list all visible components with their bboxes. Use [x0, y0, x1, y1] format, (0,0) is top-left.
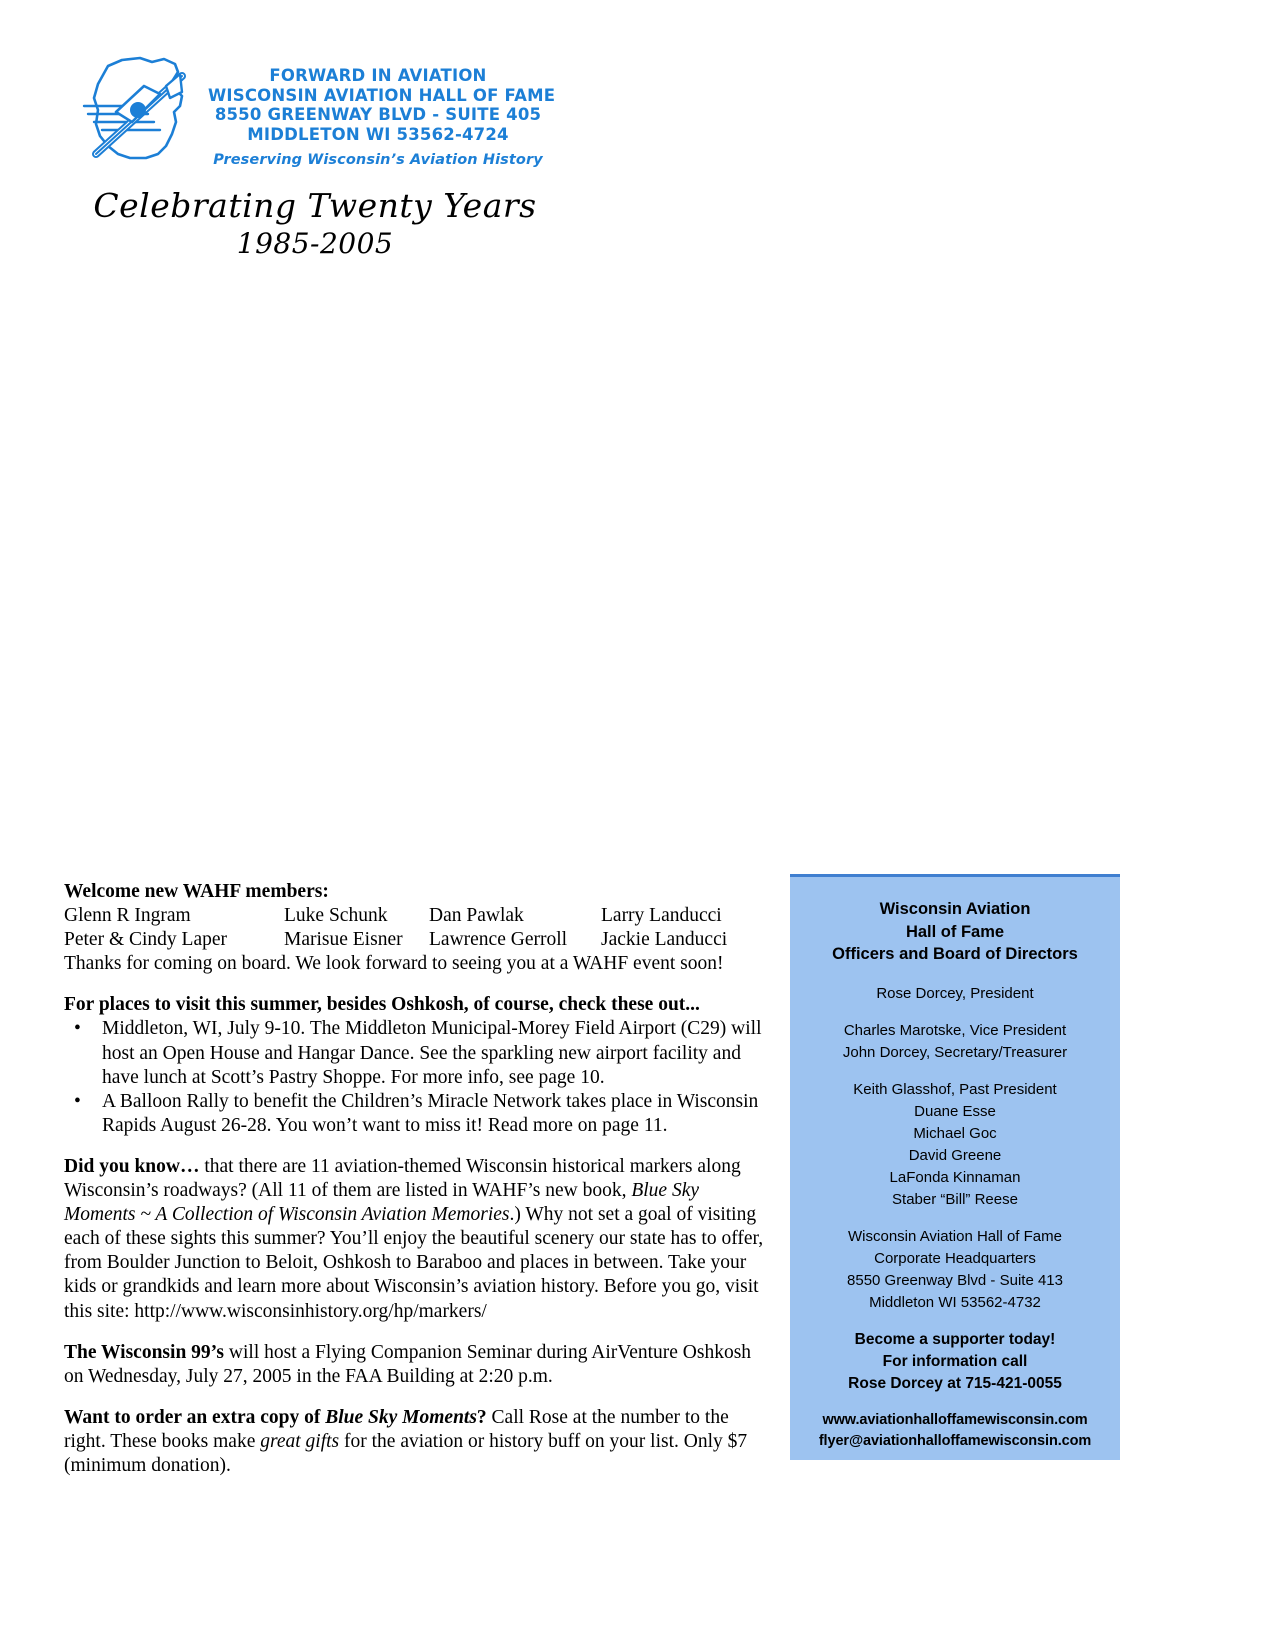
sidebar-title-line: Hall of Fame [905, 922, 1005, 941]
website-link[interactable]: www.aviationhalloffamewisconsin.com [822, 1411, 1088, 1428]
officers-sidebar-panel [790, 874, 1120, 1460]
sidebar-title-block [790, 877, 1120, 966]
email-link[interactable]: flyer@aviationhalloffamewisconsin.com [818, 1432, 1092, 1449]
letterhead-line-4: MIDDLETON WI 53562-4724 [247, 124, 509, 144]
order-book-emphasis: great gifts [260, 1430, 340, 1452]
cta-line: For information call [882, 1352, 1028, 1370]
member-name: Jackie Landucci [601, 929, 728, 951]
cta-line: Become a supporter today! [854, 1330, 1056, 1348]
wisconsin-99s-text: will host a Flying Companion Seminar during AirVenture Oshkosh on Wednesday, July 27, 2005 in the FAA Building at 2:20 p.m. [64, 1341, 752, 1387]
did-you-know-text-2: .) Why not set a goal of visiting each of these sights this summer? You’ll enjoy the beautiful scenery our state has to offer, from Boulder Junction to Beloit, Oshkosh to Baraboo and places in between. Take your kids or grandkids and learn more about Wisconsin’s aviation history. Before you go, visit this site: [64, 1204, 764, 1322]
places-to-visit-list [64, 1017, 770, 1137]
sidebar-contact-block [790, 1410, 1120, 1452]
bullet-icon: • [74, 1018, 81, 1040]
book-title: Blue Sky Moments [325, 1406, 477, 1428]
member-name: Dan Pawlak [429, 905, 524, 927]
list-item-text: A Balloon Rally to benefit the Children’s Miracle Network takes place in Wisconsin Rapids August 26-28. You won’t want to miss it! Read more on page 11. [102, 1090, 759, 1136]
anniversary-title: Celebrating Twenty Years [93, 186, 537, 225]
list-item [64, 1090, 770, 1138]
member-name: Marisue Eisner [284, 929, 403, 951]
member-name: Peter & Cindy Laper [64, 929, 227, 951]
address-line: Corporate Headquarters [874, 1249, 1036, 1267]
book-title: Blue Sky Moments ~ A Collection of Wisconsin Aviation Memories [64, 1180, 700, 1226]
new-members-list [64, 904, 770, 952]
member-name: Lawrence Gerroll [429, 929, 568, 951]
sidebar-title-line: Wisconsin Aviation [879, 900, 1031, 918]
order-book-text-1: Call Rose at the number to the right. These books make [64, 1406, 729, 1452]
cta-phone: Rose Dorcey at 715-421-0055 [848, 1374, 1062, 1392]
sidebar-officers-block [790, 1020, 1120, 1064]
order-book-paragraph [64, 1406, 770, 1478]
letterhead-address-block [208, 66, 556, 168]
member-row [64, 904, 770, 928]
sidebar-title-line: Officers and Board of Directors [832, 945, 1078, 963]
places-to-visit-heading: For places to visit this summer, besides Oshkosh, of course, check these out... [64, 994, 700, 1016]
board-member: LaFonda Kinnaman [889, 1168, 1021, 1186]
list-item [64, 1017, 770, 1089]
wisconsin-99s-paragraph [64, 1341, 770, 1389]
letterhead-line-2: WISCONSIN AVIATION HALL OF FAME [208, 85, 556, 105]
bullet-icon: • [74, 1090, 81, 1112]
board-member: Michael Goc [913, 1124, 997, 1142]
board-member: Duane Esse [914, 1102, 996, 1120]
board-member: Keith Glasshof, Past President [853, 1080, 1057, 1098]
order-book-lead: Want to order an extra copy of [64, 1406, 326, 1428]
member-row [64, 928, 770, 952]
address-line: 8550 Greenway Blvd - Suite 413 [847, 1271, 1063, 1289]
letterhead [78, 44, 556, 174]
officer-vice-president: Charles Marotske, Vice President [843, 1021, 1067, 1039]
did-you-know-text-1: that there are 11 aviation-themed Wisconsin historical markers along Wisconsin’s roadways? (All 11 of them are listed in WAHF’s new book, [64, 1155, 741, 1202]
address-line: Wisconsin Aviation Hall of Fame [848, 1227, 1062, 1245]
wisconsin-99s-lead: The Wisconsin 99’s [64, 1341, 225, 1363]
member-name: Luke Schunk [284, 905, 388, 927]
main-content-column [64, 880, 770, 1478]
sidebar-board-block [790, 1079, 1120, 1211]
board-member: David Greene [908, 1146, 1002, 1164]
address-line: Middleton WI 53562-4732 [869, 1293, 1041, 1311]
member-name: Glenn R Ingram [64, 905, 191, 927]
did-you-know-lead: Did you know… [64, 1155, 200, 1177]
wisconsin-airplane-logo-icon [78, 50, 203, 168]
markers-url[interactable]: http://www.wisconsinhistory.org/hp/markers/ [134, 1300, 487, 1322]
anniversary-years: 1985-2005 [236, 227, 394, 260]
officer-president: Rose Dorcey, President [876, 984, 1034, 1002]
officer-secretary-treasurer: John Dorcey, Secretary/Treasurer [842, 1043, 1068, 1061]
anniversary-banner [80, 186, 550, 262]
letterhead-tagline: Preserving Wisconsin’s Aviation History [213, 152, 543, 168]
sidebar-call-to-action-block [790, 1329, 1120, 1395]
member-name: Larry Landucci [601, 905, 722, 927]
sidebar-president-block [790, 983, 1120, 1005]
letterhead-line-1: FORWARD IN AVIATION [269, 66, 487, 85]
thanks-line: Thanks for coming on board. We look forward to seeing you at a WAHF event soon! [64, 953, 724, 975]
welcome-heading: Welcome new WAHF members: [64, 881, 329, 902]
board-member: Staber “Bill” Reese [892, 1190, 1018, 1208]
did-you-know-paragraph [64, 1155, 770, 1324]
order-book-text-2: for the aviation or history buff on your list. Only $7 (minimum donation). [64, 1430, 748, 1476]
list-item-text: Middleton, WI, July 9-10. The Middleton Municipal-Morey Field Airport (C29) will host an Open House and Hangar Dance. See the sparkling new airport facility and have lunch at Scott’s Pastry Shoppe. For more info, see page 10. [102, 1018, 762, 1088]
order-book-lead-end: ? [476, 1406, 487, 1428]
letterhead-line-3: 8550 GREENWAY BLVD - SUITE 405 [214, 105, 542, 124]
sidebar-address-block [790, 1226, 1120, 1314]
